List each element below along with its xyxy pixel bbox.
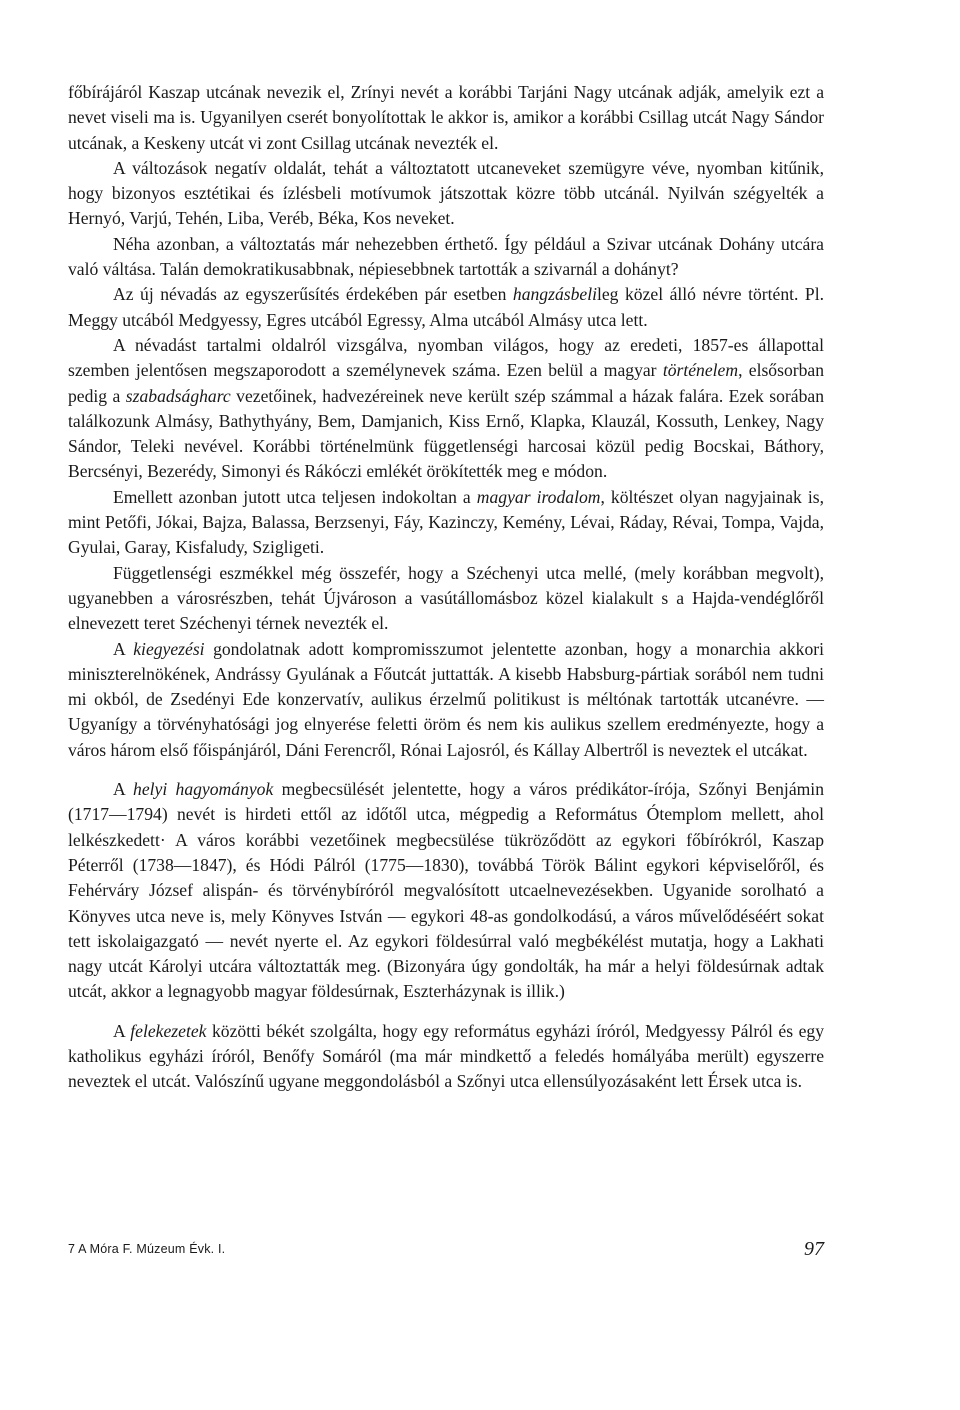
paragraph [68,485,824,561]
paragraph [68,80,824,156]
text-run: A változások negatív oldalát, tehát a változtatott utcaneveket szemügyre véve, nyomban kitűnik, hogy bizonyos esztétikai és ízlésbeli motívumok játszottak közre több utcánál. Nyilván szégyelték a Hernyó, Varjú, Tehén, Liba, Veréb, Béka, Kos neveket. [68,157,824,229]
page-footer [68,1238,824,1268]
italic-text: szabadságharc [125,385,231,406]
text-run: főbírájáról Kaszap utcának nevezik el, Zrínyi nevét a korábbi Tarjáni Nagy utcának adják, amelyik ezt a nevet viseli ma is. Ugyanilyen cserét bonyolítottak le akkor is, amikor a korábbi Csillag utcát Nagy Sándor utcának, a Keskeny utcát vi zont Csillag utcának nevezték el. [68,82,824,153]
italic-text: hangzásbeli [512,284,597,305]
text-run: , költészet olyan nagyjainak is, mint Petőfi, Jókai, Bajza, Balassa, Berzsenyi, Fáy, Kazinczy, Kemény, Lévai, Ráday, Révai, Tompa, Vajda, Gyulai, Garay, Kisfaludy, Szigligeti. [68,486,824,558]
text-run: Függetlenségi eszmékkel még összefér, hogy a Széchenyi utca mellé, (mely korábban megvolt), ugyanebben a városrészben, tehát Újvároson a vasútállomásboz közel kialakult s a Hajda-vendéglőről elnevezett teret Széchenyi térnek nevezték el. [68,562,824,634]
text-run: A névadást tartalmi oldalról vizsgálva, nyomban világos, hogy az eredeti, 1857-es állapottal szemben jelentősen megszaporodott a személynevek száma. Ezen belül a magyar [68,334,824,381]
text-run: gondolatnak adott kompromisszumot jelentette azonban, hogy a monarchia akkori miniszterelnökének, Andrássy Gyulának a Főutcát juttatták. A kisebb Habsburg-pártiak sorából nem tudni mi okból, de Zsedényi Ede konzervatív, aulikus érzelmű politikust is méltónak tartották utcanévre. — Ugyanígy a törvényhatósági jog elnyerése feletti öröm és nem kis aulikus szellem eredményezte, hogy a város három első főispánjáról, Dáni Ferencről, Rónai Lajosról, és Kállay Albertről is neveztek el utcákat. [68,638,824,760]
italic-text: felekezetek [130,1020,207,1041]
text-run: leg közel álló névre történt. Pl. Meggy utcából Medgyessy, Egres utcából Egressy, Alma utcából Almásy utca lett. [68,284,824,330]
text-run: A [113,638,134,659]
text-run: Emellett azonban jutott utca teljesen indokoltan a [113,486,477,507]
text-run: vezetőinek, hadvezéreinek neve került szép számmal a házak falára. Ezek sorában találkozunk Almásy, Bathythyány, Bem, Damjanich, Kiss Ernő, Klapka, Klauzál, Kossuth, Lenkey, Nagy Sándor, Teleki nevével. Korábbi történelmünk függetlenségi harcosai közül pedig Bocskai, Báthory, Bercsényi, Bezerédy, Simonyi és Rákóczi emlékét örökítették meg e módon. [68,385,824,482]
text-run: Néha azonban, a változtatás már nehezebben érthető. Így például a Szivar utcának Dohány utcára való váltása. Talán demokratikusabbnak, népiesebbnek tartották a szivarnál a dohányt? [68,233,824,280]
signature-mark: 7 A Móra F. Múzeum Évk. I. [68,1242,226,1256]
text-run: A [113,1020,131,1041]
paragraph [68,1019,824,1095]
text-run: , elsősorban pedig a [68,360,825,406]
paragraph [68,333,824,485]
paragraph [68,156,824,232]
paragraph [68,561,824,637]
paragraph [68,232,824,283]
italic-text: magyar irodalom [476,486,601,507]
page-number: 97 [804,1238,824,1260]
italic-text: helyi hagyományok [133,779,274,800]
body-text [68,80,824,1095]
italic-text: történelem [662,360,739,381]
text-run: megbecsülését jelentette, hogy a város prédikátor-írója, Szőnyi Benjámin (1717—1794) nevét is hirdeti ettől az időtől utca, mégpedig a Református Ótemplom mellett, ahol lelkészkedett· A város korábbi vezetőinek megbecsülése tükröződött az egykori főbírókról, Kaszap Péterről (1738—1847), és Hódi Pálról (1775—1830), továbbá Török Bálint egykori képviselőről, és Fehérváry József alispán- és törvénybíróról megvalósított utcaelnevezésekben. Ugyanide sorolható a Könyves utca neve is, mely Könyves István — egykori 48-as gondolkodású, a város művelődéséért sokat tett iskolaigazgató — nevét nyerte el. Az egykori földesúrral való megbékélést mutatja, hogy a Lakhati nagy utcát Károlyi utcára változtatták meg. (Bizonyára úgy gondolták, ha már a helyi földesúrnak adtak utcát, akkor a legnagyobb magyar földesúrnak, Eszterházynak is illik.) [68,779,824,1002]
paragraph [68,777,824,1005]
text-run: Az új névadás az egyszerűsítés érdekében pár esetben [113,284,513,305]
paragraph [68,637,824,763]
italic-text: kiegyezési [133,638,205,659]
text-run: közötti békét szolgálta, hogy egy református egyházi íróról, Medgyessy Pálról és egy katholikus egyházi íróról, Benőfy Somáról (ma már mindkettő a feledés homályába merült) egyszerre neveztek el utcát. Valószínű ugyane meggondolásból a Szőnyi utca ellensúlyozásaként lett Érsek utca is. [68,1020,824,1092]
paragraph [68,282,824,333]
text-run: A [113,779,134,800]
